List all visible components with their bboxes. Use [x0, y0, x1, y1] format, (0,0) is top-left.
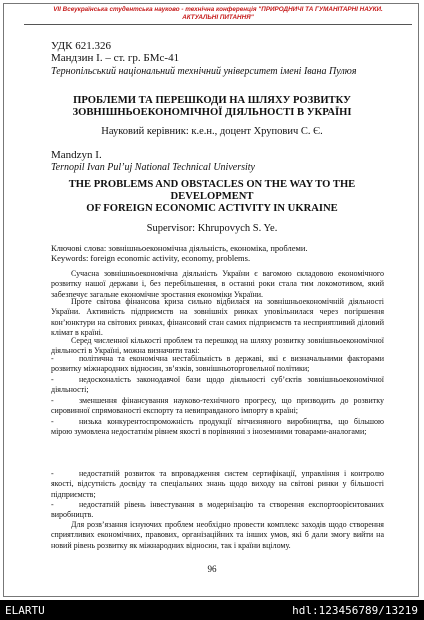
- udc-code: УДК 621.326: [51, 40, 112, 52]
- bullet-dash: -: [51, 396, 54, 405]
- title-en-line1: THE PROBLEMS AND OBSTACLES ON THE WAY TO THE: [68, 179, 356, 190]
- list-item: [51, 396, 384, 417]
- list-item: [51, 354, 384, 375]
- bullet-dash: -: [51, 354, 54, 363]
- list-item-text: недостатній рівень інвестування в модернізацію та створення експортоорієнтованих виробництв.: [51, 500, 384, 520]
- paragraph-crisis: Проте світова фінансова криза сильно відбилася на зовнішньоекономічній діяльності України. Активність підприємств на зовнішніх ринках уповільнилася через погіршення кон’юнктури на світових ринках, фінансовий стан самих підприємств та несприятливий діловий клімат в країні.: [51, 297, 384, 337]
- header-divider: [24, 24, 412, 25]
- bullet-dash: -: [51, 469, 54, 478]
- supervisor-en: Supervisor: Khrupovych S. Ye.: [146, 223, 278, 234]
- paragraph-conclusion: Для розв’язання існуючих проблем необхідно провести комплекс заходів щодо створення сприятливих економічних, правових, організаційних та інших умов, які б дали змогу вийти на новий рівень розвитку як міжнародних відносин, так і країни вцілому.: [51, 520, 384, 550]
- list-item-text: низька конкурентоспроможність продукції вітчизняного виробництва, що більшою мірою зумовлена недостатнім рівнем якості в порівнянні з іноземними товарами-аналогами;: [51, 417, 384, 437]
- title-uk-line2: ЗОВНІШНЬОЕКОНОМІЧНОЇ ДІЯЛЬНОСТІ В УКРАЇНІ: [72, 107, 352, 118]
- title-en-line2: DEVELOPMENT: [170, 191, 254, 202]
- supervisor-uk: Науковий керівник: к.е.н., доцент Хрупович С. Є.: [101, 126, 323, 137]
- list-item: [51, 500, 384, 521]
- paragraph-problems-intro: Серед численної кількості проблем та перешкод на шляху розвитку зовнішньоекономічної діяльності в Україні, можна визначити такі:: [51, 336, 384, 356]
- affiliation-uk: Тернопільський національний технічний університет імені Івана Пулюя: [51, 66, 357, 77]
- list-item-text: зменшення фінансування науково-технічного прогресу, що призводить до розвитку сировинної спрямованості експорту та невиправданого імпорту в країні;: [51, 396, 384, 416]
- keywords-en: Keywords: foreign economic activity, economy, problems.: [51, 253, 251, 263]
- conference-header-line1: VII Всеукраїнська студентська науково - технічна конференція "ПРИРОДНИЧІ ТА ГУМАНІТАРНІ НАУКИ.: [53, 6, 383, 13]
- repository-footer: [0, 600, 424, 620]
- paragraph-intro: Сучасна зовнішньоекономічна діяльність України є вагомою складовою економічного розвитку нашої держави і, без перебільшення, в останні роки стала тим локомотивом, який забезпечує загальне економічне зростання економіки України.: [51, 269, 384, 299]
- keywords-uk: Ключові слова: зовнішньоекономічна діяльність, економіка, проблеми.: [51, 243, 308, 253]
- repository-name: ELARTU: [5, 604, 45, 617]
- title-en-line3: OF FOREIGN ECONOMIC ACTIVITY IN UKRAINE: [86, 203, 338, 214]
- list-item: [51, 375, 384, 396]
- conference-header-line2: АКТУАЛЬНІ ПИТАННЯ": [182, 14, 254, 21]
- bullet-dash: -: [51, 375, 54, 384]
- bullet-dash: -: [51, 417, 54, 426]
- author-en: Mandzyn I.: [51, 149, 102, 161]
- conference-header: [20, 6, 416, 22]
- bullet-dash: -: [51, 500, 54, 509]
- list-item: [51, 417, 384, 438]
- page-number: 96: [207, 564, 217, 574]
- list-item-text: недостатній розвиток та впровадження систем сертифікації, управління і контролю якості, відсутність досвіду та спеціальних знань щодо виходу на світові ринки у більшості підприємств;: [51, 469, 384, 499]
- affiliation-en: Ternopil Ivan Pul’uj National Technical University: [51, 162, 255, 173]
- title-uk-line1: ПРОБЛЕМИ ТА ПЕРЕШКОДИ НА ШЛЯХУ РОЗВИТКУ: [73, 95, 351, 106]
- list-item-text: політична та економічна нестабільність в державі, які є визначальними факторами розвитку міжнародних відносин, зв’язків, зовнішньоторговельної політики;: [51, 354, 384, 374]
- author-uk: Мандзин І. – ст. гр. БМс-41: [51, 52, 180, 64]
- list-item-text: недосконалість законодавчої бази щодо діяльності суб’єктів зовнішньоекономічної діяльності;: [51, 375, 384, 395]
- handle-link[interactable]: hdl:123456789/13219: [292, 604, 418, 617]
- list-item: [51, 469, 384, 500]
